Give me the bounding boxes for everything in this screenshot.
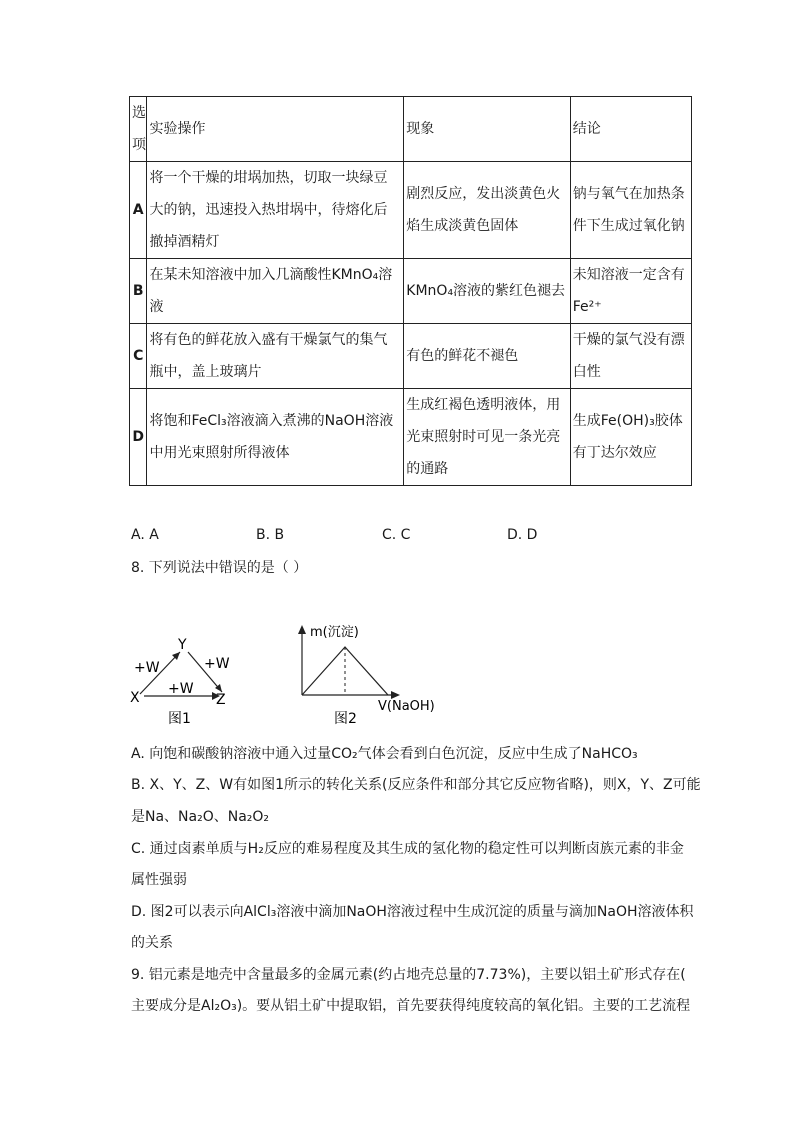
q8-option-d-line1: D. 图2可以表示向AlCl₃溶液中滴加NaOH溶液过程中生成沉淀的质量与滴加NaOH溶液体积 [131, 904, 694, 920]
row-label: A [130, 162, 147, 259]
figure-2-caption: 图2 [334, 711, 357, 727]
edge-label-xz: +W [168, 681, 194, 697]
row-conclusion: 钠与氧气在加热条件下生成过氧化钠 [570, 162, 691, 259]
header-operation: 实验操作 [147, 97, 404, 162]
node-z: Z [216, 692, 226, 708]
row-conclusion: 干燥的氯气没有漂白性 [570, 324, 691, 389]
q8-option-b-line2: 是Na、Na₂O、Na₂O₂ [131, 809, 270, 825]
table-row [130, 259, 692, 324]
arrowhead-icon [391, 691, 400, 699]
row-label: D [130, 389, 147, 486]
row-operation: 将一个干燥的坩埚加热，切取一块绿豆大的钠，迅速投入热坩埚中，待熔化后撤掉酒精灯 [147, 162, 404, 259]
row-phenomenon: 剧烈反应，发出淡黄色火焰生成淡黄色固体 [404, 162, 570, 259]
row-phenomenon: 有色的鲜花不褪色 [404, 324, 570, 389]
node-y: Y [178, 637, 187, 653]
table-header-row [130, 97, 692, 162]
choice-c[interactable]: C. C [382, 527, 411, 543]
choice-d[interactable]: D. D [507, 527, 538, 543]
row-operation: 将饱和FeCl₃溶液滴入煮沸的NaOH溶液中用光束照射所得液体 [147, 389, 404, 486]
node-x: X [130, 690, 140, 706]
q8-stem: 8. 下列说法中错误的是（ ） [131, 560, 308, 576]
header-phenomenon: 现象 [404, 97, 570, 162]
row-operation: 在某未知溶液中加入几滴酸性KMnO₄溶液 [147, 259, 404, 324]
row-label: B [130, 259, 147, 324]
choice-a[interactable]: A. A [131, 527, 159, 543]
edge-label-yz: +W [204, 656, 230, 672]
row-phenomenon: 生成红褐色透明液体，用光束照射时可见一条光亮的通路 [404, 389, 570, 486]
q8-option-c-line1: C. 通过卤素单质与H₂反应的难易程度及其生成的氢化物的稳定性可以判断卤族元素的非金 [131, 841, 684, 857]
table-row [130, 324, 692, 389]
q8-option-d-line2: 的关系 [131, 935, 173, 951]
x-axis-label: V(NaOH) [378, 699, 435, 714]
q8-option-b-line1: B. X、Y、Z、W有如图1所示的转化关系(反应条件和部分其它反应物省略)，则X，Y、Z可能 [131, 777, 701, 793]
row-conclusion: 生成Fe(OH)₃胶体有丁达尔效应 [570, 389, 691, 486]
table-row [130, 162, 692, 259]
header-conclusion: 结论 [570, 97, 691, 162]
q9-line2: 主要成分是Al₂O₃)。要从铝土矿中提取铝，首先要获得纯度较高的氧化铝。主要的工艺流程 [131, 998, 691, 1014]
figure-1-caption: 图1 [168, 711, 191, 727]
figure-2 [292, 620, 452, 730]
row-conclusion: 未知溶液一定含有Fe²⁺ [570, 259, 691, 324]
row-phenomenon: KMnO₄溶液的紫红色褪去 [404, 259, 570, 324]
experiment-table [129, 96, 692, 486]
row-label: C [130, 324, 147, 389]
table-row [130, 389, 692, 486]
q8-option-c-line2: 属性强弱 [131, 872, 187, 888]
q8-option-a: A. 向饱和碳酸钠溶液中通入过量CO₂气体会看到白色沉淀，反应中生成了NaHCO₃ [131, 746, 638, 762]
q9-line1: 9. 铝元素是地壳中含量最多的金属元素(约占地壳总量的7.73%)，主要以铝土矿形式存在( [131, 967, 686, 983]
choice-b[interactable]: B. B [256, 527, 285, 543]
arrowhead-icon [298, 625, 306, 634]
figure-1 [128, 632, 238, 732]
edge-label-xy: +W [134, 660, 160, 676]
header-option: 选项 [130, 97, 147, 162]
row-operation: 将有色的鲜花放入盛有干燥氯气的集气瓶中，盖上玻璃片 [147, 324, 404, 389]
y-axis-label: m(沉淀) [310, 625, 359, 640]
